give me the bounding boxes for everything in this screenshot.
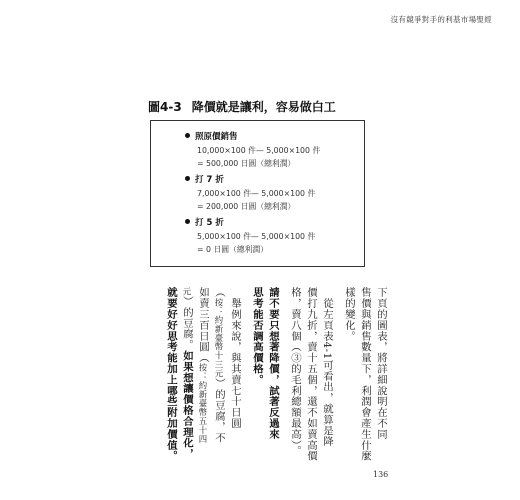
running-header: 沒有競爭對手的利基市場聖經 bbox=[390, 15, 492, 24]
result-line: = 500,000 日圓（總利潤） bbox=[197, 159, 296, 168]
text: 如賣三百日圓（ bbox=[197, 287, 209, 364]
item-label: 照原價銷售 bbox=[195, 132, 238, 142]
formula-line: 5,000×100 件— 5,000×100 件 bbox=[197, 232, 316, 241]
item-label: 打 5 折 bbox=[195, 218, 224, 228]
body-column-3: 樣的變化。 bbox=[343, 287, 355, 342]
body-column-5: 價打九折，賣十五個，還不如賣高價 bbox=[305, 287, 317, 462]
figure-title bbox=[148, 98, 336, 115]
emphasis-text: 如果想讓價格合理化， bbox=[181, 350, 193, 460]
item-original-price bbox=[185, 130, 238, 142]
result-line: = 0 日圓（總利潤） bbox=[197, 245, 269, 254]
formula-line: 7,000×100 件— 5,000×100 件 bbox=[197, 189, 316, 198]
translator-note: 按：約新臺幣五十四 bbox=[198, 363, 208, 444]
body-column-8: 思考能否調高價格。 bbox=[251, 287, 263, 386]
item-label: 打 7 折 bbox=[195, 175, 224, 185]
bullet-icon bbox=[185, 133, 190, 138]
bullet-icon bbox=[185, 219, 190, 224]
bullet-icon bbox=[185, 176, 190, 181]
body-column-12 bbox=[180, 287, 194, 459]
text: ）的豆腐，不 bbox=[213, 377, 225, 444]
body-column-1: 下頁的圖表，將詳細說明在不同 bbox=[375, 287, 387, 440]
result-line: = 200,000 日圓（總利潤） bbox=[197, 202, 296, 211]
translator-note: 按：約新臺幣十三元 bbox=[214, 297, 224, 378]
figure-caption: 降價就是讓利，容易做白工 bbox=[191, 100, 336, 114]
body-column-2: 售價與銷售數量下，利潤會產生什麼 bbox=[359, 287, 371, 462]
body-column-9: 舉例來說，與其賣七十日圓 bbox=[229, 287, 241, 429]
body-column-4: 從左頁表4-1可看出，就算是降 bbox=[321, 287, 333, 447]
figure-number: 圖4-3 bbox=[148, 100, 182, 114]
body-column-6: 格，賣八個（③的毛利總額最高）。 bbox=[289, 287, 301, 457]
figure-box bbox=[150, 120, 365, 267]
translator-note: 元 bbox=[182, 287, 192, 296]
item-50-off bbox=[185, 216, 224, 228]
body-column-11 bbox=[196, 287, 210, 443]
text: （ bbox=[213, 287, 225, 298]
formula-line: 10,000×100 件— 5,000×100 件 bbox=[197, 146, 321, 155]
text: ）的豆腐。 bbox=[181, 295, 193, 351]
body-column-7: 請不要只想著降價，試著反過來 bbox=[267, 287, 279, 440]
body-column-13: 就要好好思考能加上哪些附加價值。 bbox=[165, 287, 177, 462]
body-column-10 bbox=[212, 287, 226, 443]
item-30-off bbox=[185, 173, 224, 185]
page-number: 136 bbox=[373, 470, 389, 479]
